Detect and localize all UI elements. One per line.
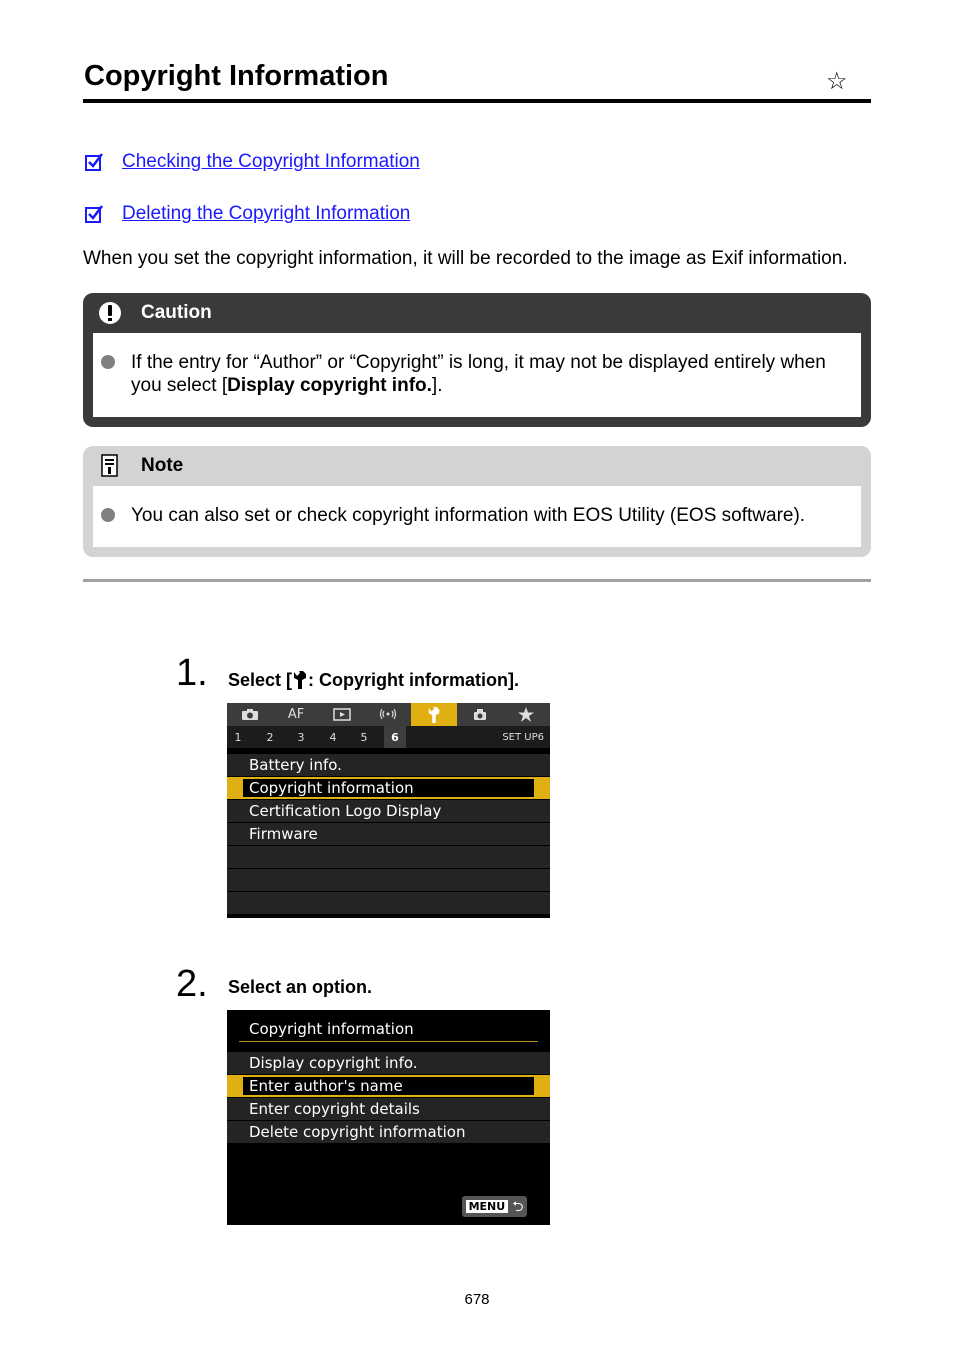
note-title: Note <box>141 455 184 476</box>
screen-title: Copyright information <box>249 1020 414 1038</box>
title-underline <box>239 1041 538 1042</box>
subtab-1[interactable]: 1 <box>234 730 242 744</box>
subtab-4[interactable]: 4 <box>329 730 337 744</box>
camera-menu-screen-1 <box>227 703 550 918</box>
menu-item-empty <box>227 892 550 914</box>
menu-item-enter-copyright-details[interactable] <box>227 1098 550 1120</box>
wireless-icon[interactable] <box>365 703 411 726</box>
step-1-text <box>228 670 519 691</box>
camera-icon[interactable] <box>227 703 273 726</box>
link-row-checking[interactable] <box>84 148 420 176</box>
return-arrow-icon: ⮌ <box>512 1198 524 1215</box>
page-number: 678 <box>464 1291 490 1308</box>
caution-text <box>131 351 841 397</box>
caution-text-bold: Display copyright info. <box>227 375 432 396</box>
note-text: You can also set or check copyright information with EOS Utility (EOS software). <box>131 505 806 526</box>
note-body <box>93 486 861 547</box>
link-checking-copyright[interactable]: Checking the Copyright Information <box>122 151 420 172</box>
step-number: 1. <box>176 652 208 694</box>
link-deleting-copyright[interactable]: Deleting the Copyright Information <box>122 203 411 224</box>
star-icon: ☆ <box>826 68 848 95</box>
playback-icon[interactable] <box>319 703 365 726</box>
menu-item-battery-info[interactable] <box>227 754 550 776</box>
wrench-icon <box>292 671 308 689</box>
menu-item-label: Battery info. <box>249 756 342 774</box>
menu-item-enter-author[interactable] <box>227 1075 550 1097</box>
caution-icon <box>97 300 123 326</box>
menu-subtabs <box>227 726 550 748</box>
menu-item-label: Enter author's name <box>249 1077 403 1095</box>
step-text-part: Select [ <box>228 670 293 690</box>
menu-item-label: Copyright information <box>249 779 414 797</box>
caution-header <box>83 293 212 333</box>
note-box <box>83 446 871 557</box>
setup-page-label: SET UP6 <box>502 731 544 743</box>
subtab-2[interactable]: 2 <box>266 730 274 744</box>
step-number: 2. <box>176 963 208 1005</box>
page-title: Copyright Information <box>84 60 389 92</box>
subtab-3[interactable]: 3 <box>297 730 305 744</box>
checkbox-link-icon <box>84 152 104 172</box>
link-row-deleting[interactable] <box>84 200 410 228</box>
menu-item-empty <box>227 869 550 891</box>
menu-item-label: Firmware <box>249 825 318 843</box>
caution-body <box>93 333 861 417</box>
title-divider <box>83 99 871 103</box>
caution-title: Caution <box>141 302 212 323</box>
af-tab[interactable]: AF <box>287 707 305 722</box>
menu-button-label: MENU <box>466 1200 509 1213</box>
caution-box <box>83 293 871 427</box>
menu-item-label: Display copyright info. <box>249 1054 418 1072</box>
menu-item-display-copyright[interactable] <box>227 1052 550 1074</box>
bullet-icon <box>101 508 115 522</box>
menu-item-label: Enter copyright details <box>249 1100 420 1118</box>
subtab-5[interactable]: 5 <box>360 730 368 744</box>
note-icon <box>97 453 123 479</box>
step-text-part: : Copyright information]. <box>308 670 520 690</box>
custom-function-icon[interactable] <box>457 703 503 726</box>
subtab-6[interactable]: 6 <box>384 726 406 748</box>
camera-menu-screen-2 <box>227 1010 550 1225</box>
section-divider <box>83 579 871 582</box>
menu-item-label: Delete copyright information <box>249 1123 466 1141</box>
menu-item-copyright-information[interactable] <box>227 777 550 799</box>
menu-tabs <box>227 703 550 726</box>
bullet-icon <box>101 355 115 369</box>
menu-item-certification-logo[interactable] <box>227 800 550 822</box>
menu-return-button[interactable] <box>462 1196 527 1217</box>
caution-text-part: If the entry for “Author” or “Copyright” is long, it may not be displayed entirely when you select [ <box>131 352 826 396</box>
menu-item-empty <box>227 846 550 868</box>
star-icon[interactable] <box>503 703 549 726</box>
note-header <box>83 446 183 486</box>
checkbox-link-icon <box>84 204 104 224</box>
caution-text-part: ]. <box>431 375 443 396</box>
menu-item-delete-copyright[interactable] <box>227 1121 550 1143</box>
menu-item-label: Certification Logo Display <box>249 802 442 820</box>
setup-icon[interactable] <box>411 703 457 726</box>
menu-item-firmware[interactable] <box>227 823 550 845</box>
step-2-text: Select an option. <box>228 977 373 997</box>
intro-paragraph: When you set the copyright information, it will be recorded to the image as Exif information. <box>83 248 848 269</box>
